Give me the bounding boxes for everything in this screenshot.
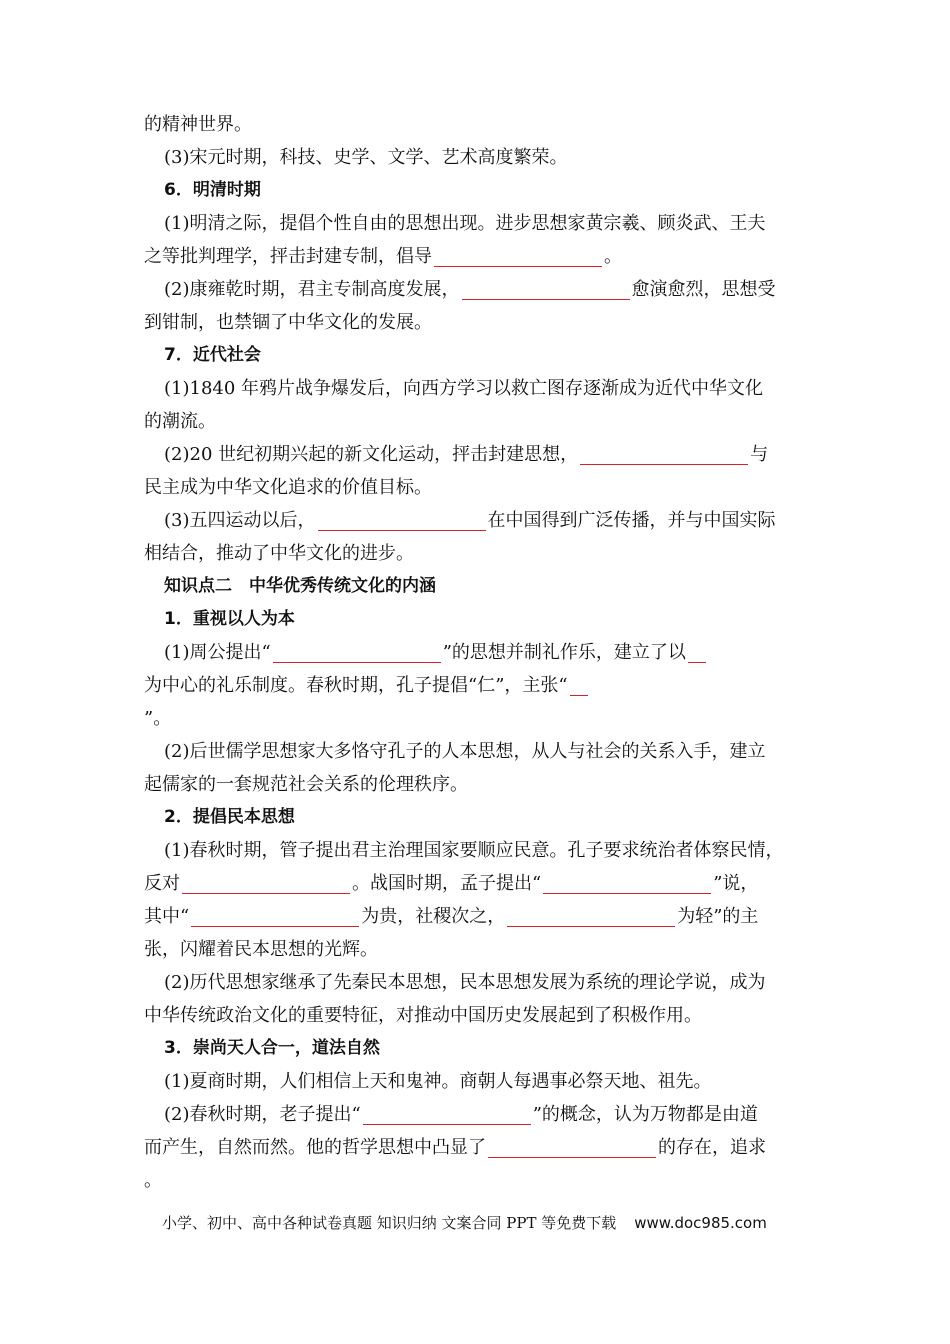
text-segment: (1)春秋时期，管子提出君主治理国家要顺应民意。孔子要求统治者体察民情，: [164, 840, 784, 861]
text-segment: 的精神世界。: [144, 114, 252, 135]
text-segment: 与: [750, 444, 769, 465]
text-line: [144, 966, 814, 999]
page-footer: [162, 1212, 767, 1233]
text-line: [144, 669, 814, 702]
text-line: [144, 108, 814, 141]
answer-blank[interactable]: [507, 904, 675, 927]
answer-blank[interactable]: [462, 277, 630, 300]
answer-blank[interactable]: [688, 640, 706, 663]
text-segment: (2)历代思想家继承了先秦民本思想，民本思想发展为系统的理论学说，成为: [164, 972, 766, 993]
text-segment: (1)1840 年鸦片战争爆发后，向西方学习以救亡图存逐渐成为近代中华文化: [164, 378, 764, 399]
text-line: [144, 768, 814, 801]
text-line: [144, 438, 814, 471]
text-segment: (2)20 世纪初期兴起的新文化运动，抨击封建思想，: [164, 444, 579, 465]
text-line: [144, 405, 814, 438]
text-line: [144, 273, 814, 306]
text-line: [144, 141, 814, 174]
text-segment: 知识点二 中华优秀传统文化的内涵: [164, 576, 436, 596]
text-segment: 起儒家的一套规范社会关系的伦理秩序。: [144, 774, 468, 795]
text-segment: 2．提倡民本思想: [164, 807, 295, 827]
text-segment: 其中“: [144, 906, 190, 927]
section-heading: [144, 570, 814, 603]
text-segment: 为中心的礼乐制度。春秋时期，孔子提倡“仁”，主张“: [144, 675, 568, 696]
text-segment: (2)康雍乾时期，君主专制高度发展，: [164, 279, 460, 300]
text-segment: (1)周公提出“: [164, 642, 271, 663]
text-line: [144, 636, 814, 669]
text-segment: (1)夏商时期，人们相信上天和鬼神。商朝人每遇事必祭天地、祖先。: [164, 1071, 712, 1092]
text-segment: 。: [604, 246, 622, 267]
text-line: [144, 702, 814, 735]
text-segment: 3．崇尚天人合一，道法自然: [164, 1038, 380, 1058]
section-heading: [144, 339, 814, 372]
text-segment: 在中国得到广泛传播，并与中国实际: [487, 510, 776, 531]
text-segment: 6．明清时期: [164, 180, 261, 200]
text-line: [144, 735, 814, 768]
text-segment: 反对: [144, 873, 180, 894]
text-segment: (2)后世儒学思想家大多恪守孔子的人本思想，从人与社会的关系入手，建立: [164, 741, 766, 762]
text-segment: (1)明清之际，提倡个性自由的思想出现。进步思想家黄宗羲、顾炎武、王夫: [164, 213, 766, 234]
text-line: [144, 372, 814, 405]
text-segment: 愈演愈烈，思想受: [631, 279, 776, 300]
text-segment: 7．近代社会: [164, 345, 261, 365]
text-line: [144, 240, 814, 273]
section-heading: [144, 174, 814, 207]
text-line: [144, 1098, 814, 1131]
text-segment: 的潮流。: [144, 411, 216, 432]
text-segment: (2)春秋时期，老子提出“: [164, 1104, 361, 1125]
text-segment: 到钳制，也禁锢了中华文化的发展。: [144, 312, 432, 333]
text-line: [144, 999, 814, 1032]
footer-url[interactable]: www.doc985.com: [634, 1214, 767, 1232]
section-heading: [144, 801, 814, 834]
answer-blank[interactable]: [191, 904, 359, 927]
text-line: [144, 537, 814, 570]
text-segment: (3)宋元时期，科技、史学、文学、艺术高度繁荣。: [164, 147, 568, 168]
answer-blank[interactable]: [580, 442, 748, 465]
text-segment: ”的思想并制礼作乐，建立了以: [442, 642, 686, 663]
text-line: [144, 1131, 814, 1164]
answer-blank[interactable]: [543, 871, 711, 894]
text-line: [144, 1164, 814, 1197]
answer-blank[interactable]: [488, 1135, 656, 1158]
text-segment: 而产生，自然而然。他的哲学思想中凸显了: [144, 1137, 486, 1158]
text-line: [144, 1065, 814, 1098]
section-heading: [144, 1032, 814, 1065]
text-segment: 之等批判理学，抨击封建专制，倡导: [144, 246, 432, 267]
text-segment: ”的概念，认为万物都是由道: [532, 1104, 758, 1125]
answer-blank[interactable]: [182, 871, 350, 894]
text-segment: ”说，: [713, 873, 759, 894]
text-line: [144, 834, 814, 867]
text-segment: ”。: [144, 708, 172, 729]
text-segment: 张，闪耀着民本思想的光辉。: [144, 939, 378, 960]
text-line: [144, 933, 814, 966]
text-segment: 相结合，推动了中华文化的进步。: [144, 543, 414, 564]
text-segment: 。战国时期，孟子提出“: [352, 873, 542, 894]
text-segment: (3)五四运动以后，: [164, 510, 316, 531]
answer-blank[interactable]: [434, 244, 602, 267]
answer-blank[interactable]: [318, 508, 486, 531]
text-segment: 。: [144, 1170, 162, 1191]
text-line: [144, 900, 814, 933]
text-line: [144, 504, 814, 537]
text-segment: 1．重视以人为本: [164, 609, 295, 629]
document-body: [144, 108, 814, 1197]
text-segment: 为贵，社稷次之，: [361, 906, 506, 927]
answer-blank[interactable]: [363, 1102, 531, 1125]
text-line: [144, 471, 814, 504]
text-segment: 为轻”的主: [677, 906, 759, 927]
text-segment: 的存在，追求: [658, 1137, 766, 1158]
text-line: [144, 306, 814, 339]
text-line: [144, 867, 814, 900]
footer-text: 小学、初中、高中各种试卷真题 知识归纳 文案合同 PPT 等免费下载: [162, 1214, 617, 1232]
text-line: [144, 207, 814, 240]
answer-blank[interactable]: [273, 640, 441, 663]
text-segment: 中华传统政治文化的重要特征，对推动中国历史发展起到了积极作用。: [144, 1005, 702, 1026]
answer-blank[interactable]: [570, 673, 588, 696]
section-heading: [144, 603, 814, 636]
text-segment: 民主成为中华文化追求的价值目标。: [144, 477, 432, 498]
